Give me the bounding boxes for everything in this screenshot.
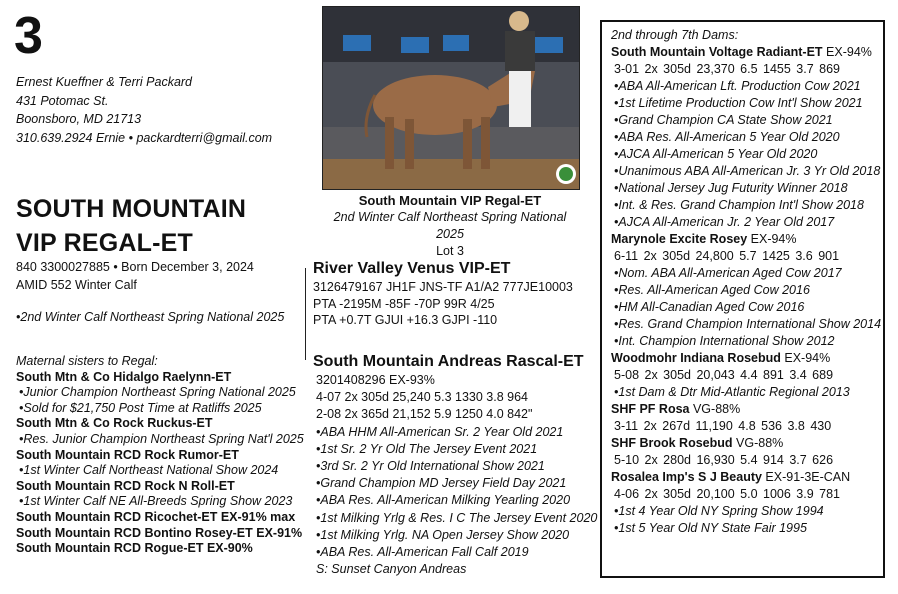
owner-block <box>16 73 272 147</box>
ancestor-dam-honor: •Res. All-American Aged Cow 2016 <box>614 283 810 297</box>
animal-name <box>16 192 246 260</box>
ancestor-dam-classification: EX-94% <box>747 232 797 246</box>
ancestor-dam-honor: •ABA Res. All-American 5 Year Old 2020 <box>614 130 840 144</box>
ancestor-dam-name <box>611 469 875 486</box>
owner-contact: 310.639.2924 Ernie • packardterri@gmail.com <box>16 130 273 145</box>
cow-leg <box>481 117 490 169</box>
dam-honor: •1st Milking Yrlg & Res. I C The Jersey Event 2020 <box>316 510 598 525</box>
dam-honor: •3rd Sr. 2 Yr Old International Show 2021 <box>316 459 545 474</box>
ancestor-dam-honor: •ABA All-American Lft. Production Cow 2021 <box>614 79 861 93</box>
owner-city: Boonsboro, MD 21713 <box>16 112 142 126</box>
sire-block <box>313 259 573 329</box>
animal-id-block <box>16 258 254 294</box>
ancestor-dam-name <box>611 350 875 367</box>
sister-name: South Mountain RCD Ricochet-ET EX-91% max <box>16 509 296 524</box>
ancestor-dam-honor: •1st 4 Year Old NY Spring Show 1994 <box>614 504 824 518</box>
ancestor-dam-name <box>611 435 875 452</box>
dam-sire: S: Sunset Canyon Andreas <box>316 562 467 577</box>
dam-honor: •1st Milking Yrlg. NA Open Jersey Show 2020 <box>316 527 570 542</box>
ancestor-dam-record: 5-10 2x 280d 16,930 5.4 914 3.7 626 <box>614 453 834 467</box>
ancestor-dam-honor: •1st Lifetime Production Cow Int'l Show 2021 <box>614 96 863 110</box>
ancestor-dam-name-text: Rosalea Imp's S J Beauty <box>611 470 762 484</box>
dam-honor: •ABA Res. All-American Milking Yearling 2020 <box>316 493 571 508</box>
animal-name-line2: VIP REGAL-ET <box>16 229 193 257</box>
handler-pants <box>509 71 531 127</box>
ancestor-dam-name <box>611 44 875 61</box>
sister-note: •1st Winter Calf Northeast National Show 2024 <box>19 463 279 478</box>
sister-name: South Mountain RCD Rock Rumor-ET <box>16 447 239 462</box>
owner-name: Ernest Kueffner & Terri Packard <box>16 75 193 89</box>
ancestor-dam-honor: •Res. Grand Champion International Show 2014 <box>614 317 882 331</box>
lot-number: 3 <box>14 7 43 65</box>
sisters-heading: Maternal sisters to Regal: <box>16 354 158 368</box>
sister-note: •Junior Champion Northeast Spring National 2025 <box>19 385 296 400</box>
arena-screen <box>343 35 371 51</box>
ancestor-dam-honor: •Grand Champion CA State Show 2021 <box>614 113 833 127</box>
sister-name: South Mountain RCD Rock N Roll-ET <box>16 478 235 493</box>
sire-pta-line: PTA -2195M -85F -70P 99R 4/25 <box>313 296 495 311</box>
ancestor-dam-honor: •1st Dam & Dtr Mid-Atlantic Regional 2013 <box>614 385 850 399</box>
badge-icon-inner <box>559 167 573 181</box>
handler-shirt <box>505 31 535 71</box>
ancestor-dam-name-text: SHF PF Rosa <box>611 402 690 416</box>
ancestor-dam-honor: •Nom. ABA All-American Aged Cow 2017 <box>614 266 842 280</box>
vertical-divider <box>305 268 306 360</box>
ancestor-dam-name-text: South Mountain Voltage Radiant-ET <box>611 45 823 59</box>
sister-name: South Mountain RCD Rogue-ET EX-90% <box>16 541 253 556</box>
ancestor-dam-record: 3-01 2x 305d 23,370 6.5 1455 3.7 869 <box>614 62 840 76</box>
ancestor-dam-honor: •HM All-Canadian Aged Cow 2016 <box>614 300 805 314</box>
registration-line: 840 3300027885 • Born December 3, 2024 <box>16 260 254 274</box>
ancestor-dam-name-text: Woodmohr Indiana Rosebud <box>611 351 781 365</box>
sister-note: •Sold for $21,750 Post Time at Ratliffs 2025 <box>19 400 262 415</box>
photo-caption-award: 2nd Winter Calf Northeast Spring National 2025 <box>333 210 567 241</box>
sister-name: South Mtn & Co Rock Ruckus-ET <box>16 416 213 431</box>
ancestor-dam-honor: •Int. & Res. Grand Champion Int'l Show 2018 <box>614 198 864 212</box>
ancestor-dam-record: 3-11 2x 267d 11,190 4.8 536 3.8 430 <box>614 419 832 433</box>
dam-name: South Mountain Andreas Rascal-ET <box>313 353 584 370</box>
arena-screen <box>443 35 469 51</box>
ancestor-dam-name <box>611 231 875 248</box>
ancestor-dam-honor: •AJCA All-American 5 Year Old 2020 <box>614 147 818 161</box>
sire-pta-line: PTA +0.7T GJUI +16.3 GJPI -110 <box>313 313 498 327</box>
ancestor-dam-record: 5-08 2x 305d 20,043 4.4 891 3.4 689 <box>614 368 834 382</box>
sire-name: River Valley Venus VIP-ET <box>313 260 511 277</box>
ancestor-dam-name-text: Marynole Excite Rosey <box>611 232 748 246</box>
photo-caption-lot: Lot 3 <box>436 244 464 258</box>
dam-record: 2-08 2x 365d 21,152 5.9 1250 4.0 842" <box>316 407 533 422</box>
ancestor-dam-classification: EX-94% <box>780 351 831 365</box>
ancestor-dam-honor: •AJCA All-American Jr. 2 Year Old 2017 <box>614 215 835 229</box>
dams-heading: 2nd through 7th Dams: <box>611 28 739 42</box>
dam-honor: •1st Sr. 2 Yr Old The Jersey Event 2021 <box>316 441 538 456</box>
dam-honor: •ABA Res. All-American Fall Calf 2019 <box>316 545 529 560</box>
dam-honor: •Grand Champion MD Jersey Field Day 2021 <box>316 476 567 491</box>
ancestor-dam-classification: EX-91-3E-CAN <box>761 470 851 484</box>
sister-name: South Mountain RCD Bontino Rosey-ET EX-91% <box>16 525 303 540</box>
animal-name-line1: SOUTH MOUNTAIN <box>16 195 247 223</box>
cow-leg <box>385 117 394 169</box>
dam-record: 4-07 2x 305d 25,240 5.3 1330 3.8 964 <box>316 390 528 405</box>
cow-leg <box>463 119 472 169</box>
ancestor-dam-honor: •Unanimous ABA All-American Jr. 3 Yr Old 2018 <box>614 164 881 178</box>
arena-screen <box>401 37 429 53</box>
ancestor-dam-classification: VG-88% <box>689 402 741 416</box>
ancestor-dams-box <box>600 20 885 578</box>
ancestor-dam-record: 4-06 2x 305d 20,100 5.0 1006 3.9 781 <box>614 487 840 501</box>
cow-photo-illustration <box>323 7 579 189</box>
cow-photo <box>322 6 580 190</box>
show-ring-ground <box>323 157 579 189</box>
photo-caption-title: South Mountain VIP Regal-ET <box>358 193 542 208</box>
maternal-sisters <box>16 354 304 557</box>
ancestor-dam-classification: VG-88% <box>732 436 784 450</box>
ancestor-dam-name <box>611 401 875 418</box>
sister-note: •1st Winter Calf NE All-Breeds Spring Show 2023 <box>19 494 293 509</box>
ancestor-dam-honor: •National Jersey Jug Futurity Winner 2018 <box>614 181 848 195</box>
owner-street: 431 Potomac St. <box>16 93 109 108</box>
amid-line: AMID 552 Winter Calf <box>16 278 137 292</box>
ancestor-dam-honor: •1st 5 Year Old NY State Fair 1995 <box>614 521 807 535</box>
sire-registration: 3126479167 JH1F JNS-TF A1/A2 777JE10003 <box>313 280 573 294</box>
dam-honor: •ABA HHM All-American Sr. 2 Year Old 2021 <box>316 424 564 439</box>
ancestor-dam-honor: •Int. Champion International Show 2012 <box>614 334 835 348</box>
ancestor-dam-classification: EX-94% <box>822 45 872 59</box>
ancestor-dam-name-text: SHF Brook Rosebud <box>611 436 733 450</box>
dam-registration: 3201408296 EX-93% <box>316 373 435 387</box>
dam-block <box>313 352 597 578</box>
sister-note: •Res. Junior Champion Northeast Spring Nat'l 2025 <box>19 431 304 446</box>
handler-head <box>509 11 529 31</box>
arena-wall <box>323 7 579 62</box>
cow-leg <box>405 119 414 169</box>
arena-screen <box>533 37 563 53</box>
ancestor-dam-record: 6-11 2x 305d 24,800 5.7 1425 3.6 901 <box>614 249 840 263</box>
sister-name: South Mtn & Co Hidalgo Raelynn-ET <box>16 369 232 384</box>
animal-award: •2nd Winter Calf Northeast Spring National 2025 <box>16 310 285 324</box>
photo-caption <box>322 192 578 260</box>
